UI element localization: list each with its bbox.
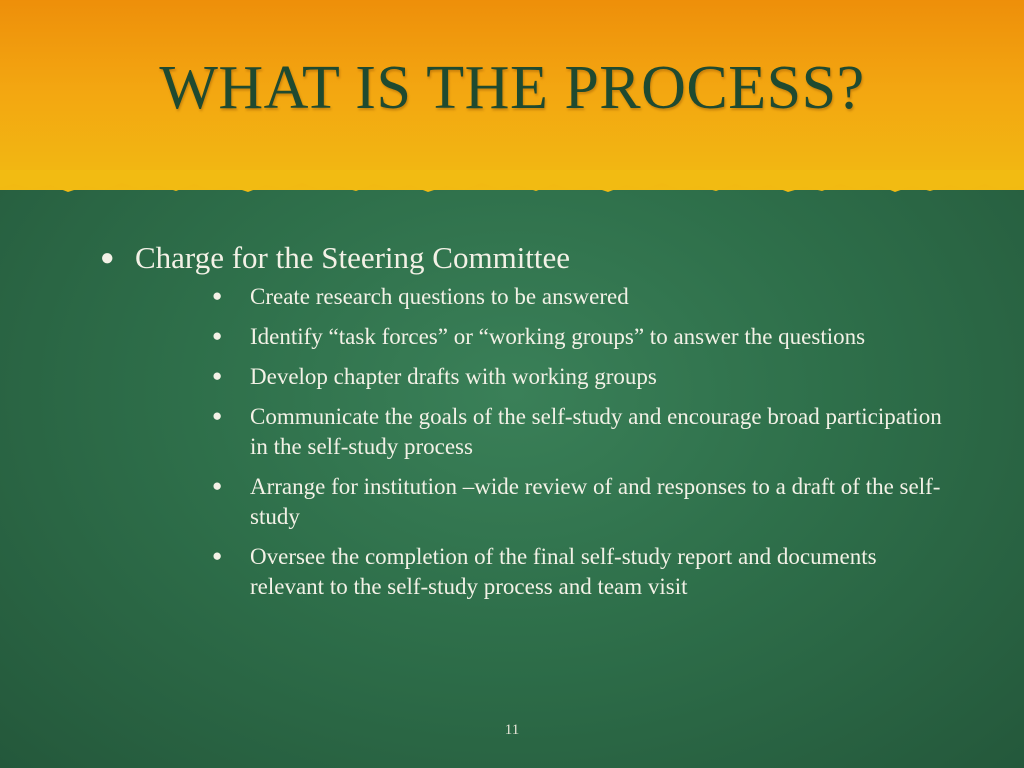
slide-content <box>100 238 960 612</box>
bullet-dot-icon: ● <box>212 286 223 305</box>
sub-bullet-item <box>100 322 950 352</box>
bullet-dot-icon: ● <box>212 366 223 385</box>
sub-bullet-text: Arrange for institution –wide review of and responses to a draft of the self-study <box>250 474 941 529</box>
sub-bullet-text: Oversee the completion of the final self-study report and documents relevant to the self-study process and team visit <box>250 544 877 599</box>
sub-bullet-item <box>100 402 950 462</box>
bullet-dot-icon: ● <box>212 546 223 565</box>
sub-bullet-list <box>100 282 960 602</box>
sub-bullet-item <box>100 542 950 602</box>
bullet-dot-icon: ● <box>212 476 223 495</box>
slide-title: WHAT IS THE PROCESS? <box>159 54 865 122</box>
sub-bullet-text: Create research questions to be answered <box>250 284 629 309</box>
sub-bullet-item <box>100 472 950 532</box>
sub-bullet-item <box>100 362 950 392</box>
bullet-dot-icon: ● <box>100 245 115 271</box>
bullet-dot-icon: ● <box>212 326 223 345</box>
torn-edge-divider <box>0 170 1024 200</box>
sub-bullet-text: Identify “task forces” or “working groups” to answer the questions <box>250 324 866 349</box>
sub-bullet-text: Communicate the goals of the self-study and encourage broad participation in the self-study process <box>250 404 942 459</box>
bullet-main <box>100 238 960 278</box>
bullet-main-text: Charge for the Steering Committee <box>135 240 571 275</box>
page-number: 11 <box>504 722 520 738</box>
bullet-dot-icon: ● <box>212 406 223 425</box>
sub-bullet-text: Develop chapter drafts with working groups <box>250 364 657 389</box>
sub-bullet-item <box>100 282 950 312</box>
